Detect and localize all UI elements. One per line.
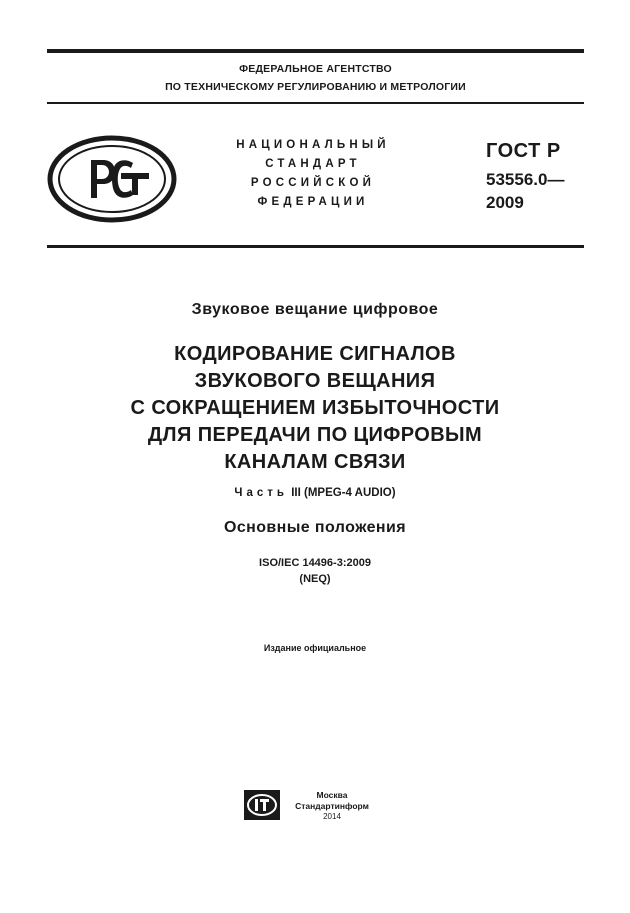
basics-heading: Основные положения <box>224 519 406 536</box>
agency-line-2: ПО ТЕХНИЧЕСКОМУ РЕГУЛИРОВАНИЮ И МЕТРОЛОГИИ <box>165 81 466 93</box>
publisher-city: Москва <box>316 790 348 800</box>
gost-number: 53556.0— <box>486 170 565 189</box>
national-line-2: СТАНДАРТ <box>265 158 361 170</box>
part-label <box>0 487 630 499</box>
national-line-4: ФЕДЕРАЦИИ <box>257 196 369 208</box>
part-number: III (MPEG-4 AUDIO) <box>291 487 396 499</box>
middle-rule <box>47 102 584 104</box>
gost-year: 2009 <box>486 193 524 212</box>
national-line-1: НАЦИОНАЛЬНЫЙ <box>236 139 390 151</box>
title-line-5: КАНАЛАМ СВЯЗИ <box>224 451 406 473</box>
rst-circle-logo-icon <box>47 135 177 223</box>
national-line-3: РОССИЙСКОЙ <box>250 177 376 189</box>
gost-label: ГОСТ Р <box>486 140 561 162</box>
edition-label: Издание официальное <box>263 643 367 653</box>
document-subtitle: Звуковое вещание цифровое <box>191 301 439 318</box>
publisher-year: 2014 <box>323 812 341 821</box>
top-rule <box>47 49 584 53</box>
bottom-rule <box>47 245 584 248</box>
part-word: Часть <box>234 487 288 499</box>
publisher-name: Стандартинформ <box>295 801 369 811</box>
title-line-4: ДЛЯ ПЕРЕДАЧИ ПО ЦИФРОВЫМ <box>147 424 483 446</box>
iso-reference: ISO/IEC 14496-3:2009 <box>259 557 371 569</box>
neq-label: (NEQ) <box>299 573 331 585</box>
standartinform-logo-icon <box>243 789 281 821</box>
title-line-3: С СОКРАЩЕНИЕМ ИЗБЫТОЧНОСТИ <box>130 397 500 419</box>
title-line-1: КОДИРОВАНИЕ СИГНАЛОВ <box>174 343 456 365</box>
agency-line-1: ФЕДЕРАЛЬНОЕ АГЕНТСТВО <box>239 63 392 75</box>
title-line-2: ЗВУКОВОГО ВЕЩАНИЯ <box>194 370 436 392</box>
